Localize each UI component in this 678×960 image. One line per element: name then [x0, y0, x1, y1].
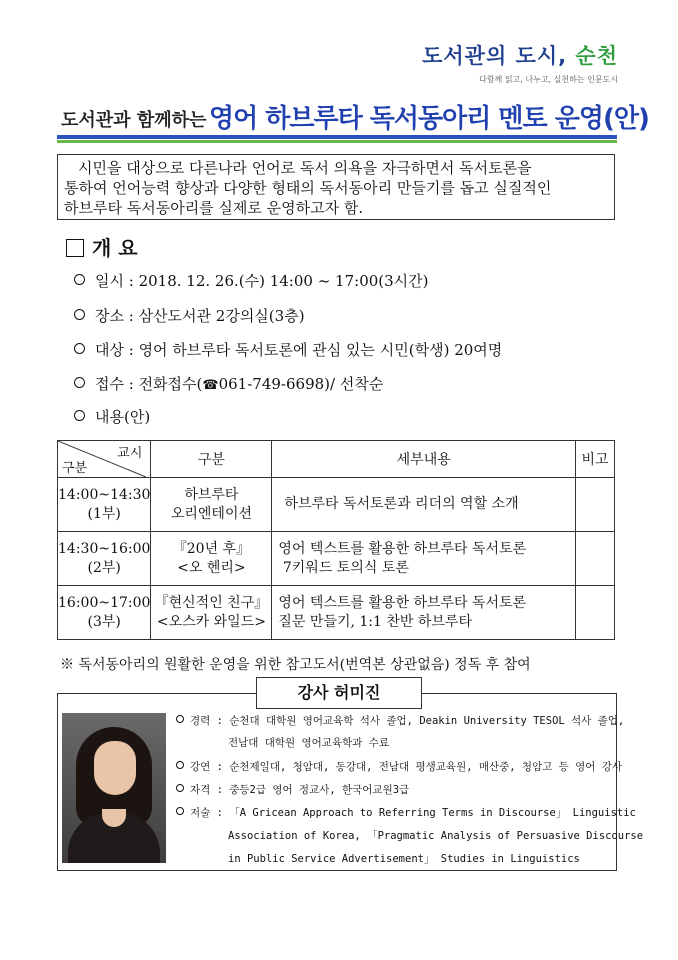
intro-line: 통하여 언어능력 향상과 다양한 형태의 독서동아리 만들기를 돕고 실질적인: [64, 179, 552, 197]
overview-reception: [74, 373, 383, 394]
reception-text-post: 061-749-6698)/ 선착순: [218, 375, 384, 393]
lecturer-title: 강사 허미진: [256, 677, 422, 709]
detail-cell: [272, 532, 576, 586]
circle-bullet-icon: [176, 784, 184, 792]
category-line: <오 헨리>: [177, 559, 246, 576]
category-cell: [151, 532, 272, 586]
header-period: 교시: [117, 446, 143, 461]
city-logo: [422, 40, 618, 85]
detail-line: 하브루타 독서토론과 리더의 역할 소개: [284, 496, 519, 512]
circle-bullet-icon: [74, 343, 85, 354]
detail-cell: [272, 478, 576, 532]
table-row: [58, 586, 615, 640]
bio-text: 저술 : 「A Gricean Approach to Referring Terms in Discourse」 Linguistic: [190, 807, 636, 819]
category-cell: [151, 586, 272, 640]
detail-line: 질문 만들기, 1:1 찬반 하브루타: [278, 613, 472, 630]
reception-text-pre: 접수 : 전화접수(: [95, 375, 203, 393]
note-cell: [576, 586, 615, 640]
bio-text: 전남대 대학원 영어교육학과 수료: [228, 737, 389, 749]
circle-bullet-icon: [176, 807, 184, 815]
header-note: 비고: [576, 441, 615, 478]
photo-face: [94, 741, 136, 795]
lecturer-photo: [62, 713, 166, 863]
bio-works-cont: [228, 851, 580, 866]
category-line: 오리엔테이션: [170, 505, 252, 522]
time-text: 16:00~17:00: [58, 594, 151, 611]
document-title: [57, 96, 649, 136]
circle-bullet-icon: [74, 410, 85, 421]
logo-main-a: 도서관의 도시,: [422, 44, 576, 68]
overview-content: [74, 406, 150, 427]
intro-box: [57, 154, 615, 220]
title-underline-green: [57, 140, 617, 143]
logo-main-b: 순천: [575, 44, 618, 68]
circle-bullet-icon: [74, 274, 85, 285]
bio-text: 강연 : 순천제일대, 청암대, 동강대, 전남대 평생교육원, 매산중, 청암고 등 영어 강사: [190, 761, 623, 773]
logo-slogan: 다함께 읽고, 나누고, 실천하는 인문도시: [479, 75, 618, 84]
time-cell: [58, 586, 151, 640]
header-detail: 세부내용: [272, 441, 576, 478]
detail-line: 7키워드 토의식 토론: [278, 559, 409, 576]
header-div: 구분: [62, 461, 88, 476]
note-cell: [576, 532, 615, 586]
category-line: 『20년 후』: [172, 540, 251, 557]
time-cell: [58, 532, 151, 586]
overview-heading-text: 개 요: [92, 236, 138, 260]
bio-career: [176, 713, 624, 728]
bio-lectures: [176, 759, 622, 774]
date-text: 일시 : 2018. 12. 26.(수) 14:00 ~ 17:00(3시간): [95, 272, 429, 290]
title-main: 영어 하브루타 독서동아리 멘토 운영(안): [209, 104, 649, 134]
overview-target: [74, 339, 502, 360]
bio-works-cont: [228, 828, 643, 843]
bio-text: 자격 : 중등2급 영어 정교사, 한국어교원3급: [190, 784, 410, 796]
bio-qualification: [176, 782, 409, 797]
overview-heading: [66, 232, 138, 261]
part-text: (2부): [87, 559, 121, 576]
telephone-icon: ☎: [202, 378, 219, 393]
intro-line: 시민을 대상으로 다른나라 언어로 독서 의욕을 자극하면서 독서토론을: [78, 159, 532, 177]
diagonal-header-cell: [58, 441, 151, 478]
overview-place: [74, 305, 305, 326]
circle-bullet-icon: [176, 761, 184, 769]
content-text: 내용(안): [95, 408, 151, 426]
bio-text: Association of Korea, 「Pragmatic Analysis of Persuasive Discourse: [228, 830, 644, 842]
detail-cell: [272, 586, 576, 640]
bio-career-cont: [228, 735, 389, 750]
note-cell: [576, 478, 615, 532]
part-text: (1부): [87, 505, 121, 522]
checkbox-icon: [66, 239, 84, 257]
header-category: 구분: [151, 441, 272, 478]
logo-main-text: [422, 40, 618, 70]
table-header-row: [58, 441, 615, 478]
intro-line: 하브루타 독서동아리를 실제로 운영하고자 함.: [64, 199, 364, 217]
place-text: 장소 : 삼산도서관 2강의실(3층): [95, 307, 305, 325]
category-line: <오스카 와일드>: [156, 613, 266, 630]
time-cell: [58, 478, 151, 532]
circle-bullet-icon: [74, 377, 85, 388]
circle-bullet-icon: [74, 309, 85, 320]
category-line: 『현신적인 친구』: [154, 594, 269, 611]
category-cell: [151, 478, 272, 532]
schedule-table: [57, 440, 615, 640]
target-text: 대상 : 영어 하브루타 독서토론에 관심 있는 시민(학생) 20여명: [95, 341, 503, 359]
time-text: 14:00~14:30: [58, 486, 151, 503]
detail-line: 영어 텍스트를 활용한 하브루타 독서토론: [278, 540, 527, 557]
detail-line: 영어 텍스트를 활용한 하브루타 독서토론: [278, 594, 527, 611]
title-underline-blue: [57, 135, 617, 139]
circle-bullet-icon: [176, 715, 184, 723]
bio-works: [176, 805, 636, 820]
bio-text: in Public Service Advertisement」 Studies in Linguistics: [228, 853, 580, 865]
table-row: [58, 478, 615, 532]
overview-date: [74, 270, 429, 291]
category-line: 하브루타: [184, 486, 239, 503]
part-text: (3부): [87, 613, 121, 630]
title-prefix: 도서관과 함께하는: [61, 110, 207, 131]
time-text: 14:30~16:00: [58, 540, 151, 557]
reference-note: ※ 독서동아리의 원활한 운영을 위한 참고도서(번역본 상관없음) 정독 후 참여: [60, 657, 531, 673]
bio-text: 경력 : 순천대 대학원 영어교육학 석사 졸업, Deakin University TESOL 석사 졸업,: [190, 715, 625, 727]
table-row: [58, 532, 615, 586]
